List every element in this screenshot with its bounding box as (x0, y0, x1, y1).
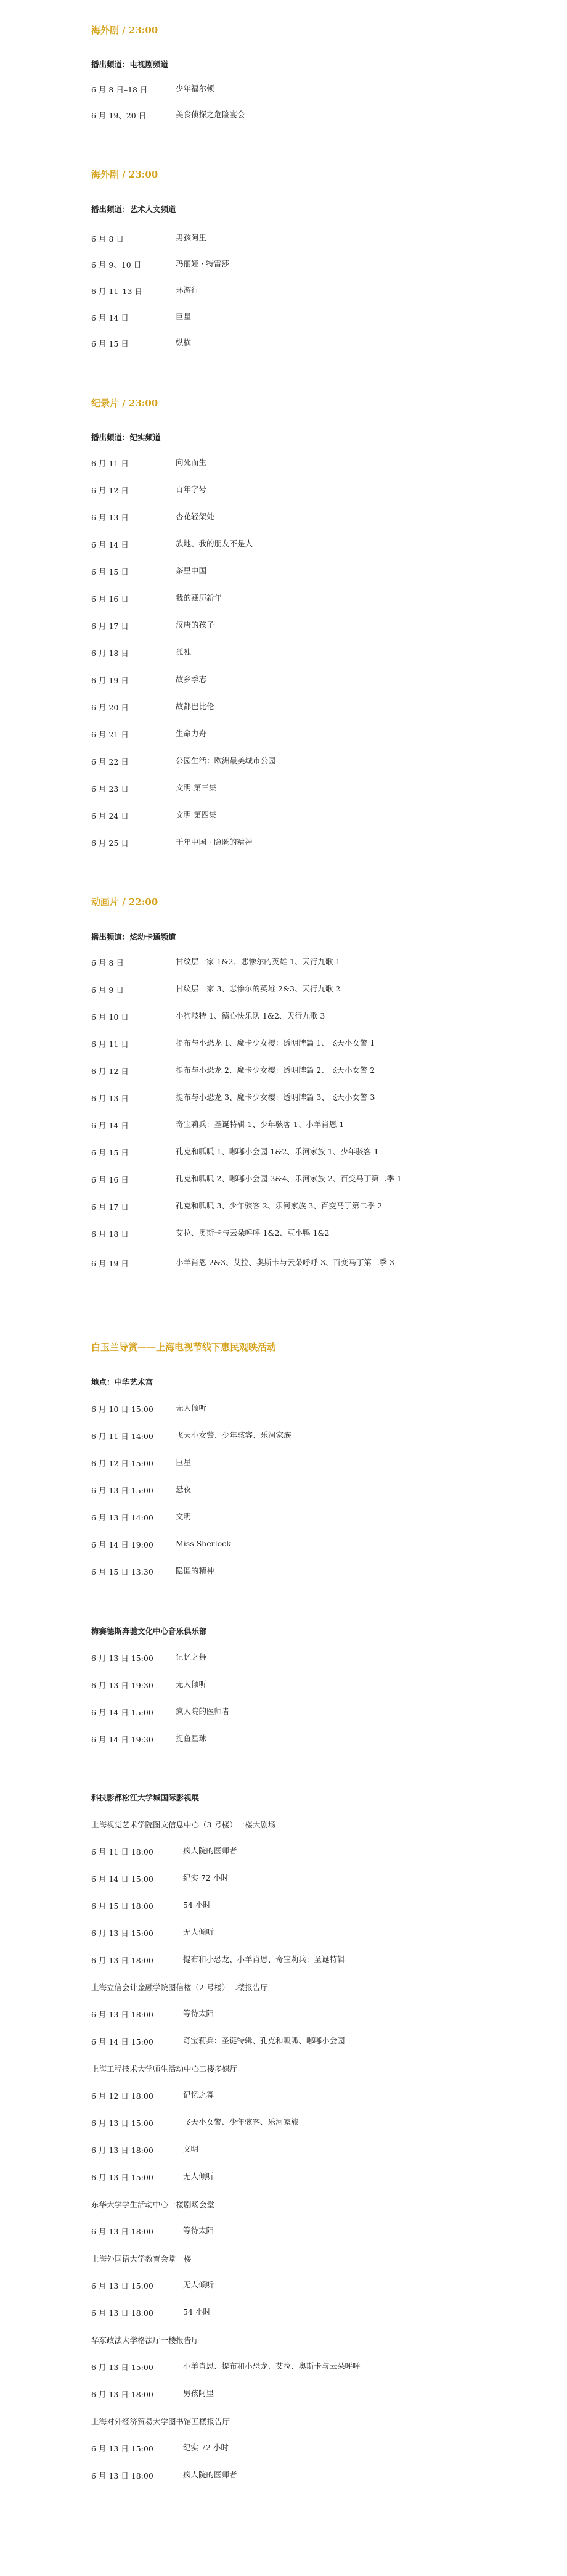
schedule-title: 小羊肖恩 2&3、艾拉、奥斯卡与云朵呼呼 3、百变马丁第二季 3 (176, 1258, 394, 1267)
event-datetime: 6 月 13 日 15:00 (91, 2119, 153, 2128)
schedule-date: 6 月 13 日 (91, 513, 129, 522)
schedule-title: 艾拉、奥斯卡与云朵呼呼 1&2、豆小鸭 1&2 (176, 1228, 330, 1237)
event-title: 疯人院的医师者 (183, 1846, 237, 1855)
schedule-title: 甘纹层一家 3、悲惨尔的英雄 2&3、天行九歌 2 (176, 984, 341, 993)
event-datetime: 6 月 13 日 19:30 (91, 1681, 153, 1690)
schedule-title: 玛丽娅 · 特雷莎 (176, 259, 229, 268)
schedule-date: 6 月 14 日 (91, 1121, 129, 1130)
channel-label: 播出频道：炫动卡通频道 (91, 932, 176, 941)
schedule-date: 6 月 15 日 (91, 567, 129, 576)
event-datetime: 6 月 13 日 18:00 (91, 2227, 153, 2236)
schedule-date: 6 月 11 日 (91, 1040, 129, 1049)
event-title: 无人倾听 (183, 2280, 214, 2289)
channel-label: 播出频道：艺术人文频道 (91, 205, 176, 214)
schedule-title: 文明 第四集 (176, 810, 217, 819)
event-datetime: 6 月 11 日 14:00 (91, 1432, 153, 1441)
schedule-title: 孔克和呱呱 1、嘟嘟小会园 1&2、乐河家族 1、少年骇客 1 (176, 1147, 379, 1156)
event-datetime: 6 月 13 日 15:00 (91, 2363, 153, 2372)
event-datetime: 6 月 14 日 15:00 (91, 1874, 153, 1884)
schedule-date: 6 月 16 日 (91, 594, 129, 604)
event-title: 飞天小女警、少年骇客、乐河家族 (183, 2117, 299, 2127)
event-title: 纪实 72 小时 (183, 2443, 229, 2452)
venue-name: 上海工程技术大学师生活动中心二楼多媒厅 (91, 2064, 238, 2074)
event-title: 等待太阳 (183, 2009, 214, 2018)
schedule-title: 我的藏历新年 (176, 593, 222, 602)
event-title: 巨星 (176, 1458, 192, 1467)
schedule-title: 小狗岐特 1、德心快乐队 1&2、天行九歌 3 (176, 1011, 325, 1020)
venue-name: 东华大学学生活动中心一楼剧场会堂 (91, 2200, 215, 2209)
events-header: 白玉兰导赏——上海电视节线下惠民观映活动 (91, 1342, 277, 1353)
schedule-date: 6 月 9 日 (91, 985, 124, 995)
section-header: 海外剧 / 23:00 (91, 169, 158, 180)
schedule-date: 6 月 10 日 (91, 1012, 129, 1022)
schedule-date: 6 月 9、10 日 (91, 260, 142, 269)
schedule-title: 向死而生 (176, 457, 207, 467)
event-title: 等待太阳 (183, 2226, 214, 2235)
event-title: Miss Sherlock (176, 1539, 231, 1548)
schedule-date: 6 月 18 日 (91, 1229, 129, 1239)
schedule-date: 6 月 17 日 (91, 621, 129, 631)
event-datetime: 6 月 10 日 15:00 (91, 1405, 153, 1414)
venue-name: 梅赛德斯奔驰文化中心音乐俱乐部 (91, 1626, 207, 1636)
schedule-title: 千年中国 · 隐匿的精神 (176, 837, 253, 847)
event-datetime: 6 月 13 日 18:00 (91, 2390, 153, 2399)
schedule-date: 6 月 11–13 日 (91, 287, 142, 296)
event-title: 男孩阿里 (183, 2389, 214, 2398)
schedule-date: 6 月 13 日 (91, 1094, 129, 1103)
channel-label: 播出频道：纪实频道 (91, 433, 161, 442)
event-datetime: 6 月 14 日 19:30 (91, 1735, 153, 1744)
schedule-date: 6 月 12 日 (91, 1067, 129, 1076)
event-datetime: 6 月 13 日 18:00 (91, 2471, 153, 2480)
event-title: 54 小时 (183, 1900, 211, 1909)
schedule-title: 巨星 (176, 312, 192, 321)
event-datetime: 6 月 13 日 15:00 (91, 2444, 153, 2453)
event-title: 纪实 72 小时 (183, 1873, 229, 1882)
event-datetime: 6 月 15 日 13:30 (91, 1567, 153, 1577)
schedule-date: 6 月 8 日 (91, 234, 124, 244)
event-datetime: 6 月 13 日 15:00 (91, 1654, 153, 1663)
event-datetime: 6 月 13 日 15:00 (91, 2281, 153, 2291)
event-datetime: 6 月 13 日 18:00 (91, 2308, 153, 2318)
event-datetime: 6 月 14 日 15:00 (91, 2037, 153, 2046)
schedule-title: 杏花轻架处 (176, 512, 214, 521)
schedule-date: 6 月 19、20 日 (91, 111, 147, 120)
schedule-title: 提布与小恐龙 3、魔卡少女樱：透明牌篇 3、飞天小女警 3 (176, 1093, 375, 1102)
schedule-date: 6 月 8 日 (91, 958, 124, 967)
schedule-date: 6 月 14 日 (91, 313, 129, 322)
schedule-title: 美食侦探之危险宴会 (176, 110, 245, 119)
event-title: 无人倾听 (183, 1927, 214, 1937)
schedule-title: 甘纹层一家 1&2、悲惨尔的英雄 1、天行九歌 1 (176, 957, 341, 966)
event-datetime: 6 月 14 日 15:00 (91, 1708, 153, 1717)
schedule-date: 6 月 14 日 (91, 540, 129, 549)
event-datetime: 6 月 13 日 15:00 (91, 1486, 153, 1495)
venue-name: 上海视觉艺术学院图文信息中心（3 号楼）一楼大剧场 (91, 1820, 276, 1829)
event-title: 疯人院的医师者 (183, 2470, 237, 2479)
event-datetime: 6 月 13 日 18:00 (91, 2010, 153, 2019)
event-title: 隐匿的精神 (176, 1566, 214, 1575)
venue-name: 上海对外经济贸易大学图书馆五楼报告厅 (91, 2417, 230, 2426)
event-title: 奇宝莉兵：圣诞特辑、孔克和呱呱、嘟嘟小会园 (183, 2036, 345, 2045)
schedule-title: 族地、我的朋友不是人 (176, 539, 253, 548)
event-title: 无人倾听 (176, 1403, 207, 1413)
schedule-date: 6 月 25 日 (91, 839, 129, 848)
schedule-date: 6 月 22 日 (91, 757, 129, 766)
event-datetime: 6 月 15 日 18:00 (91, 1901, 153, 1911)
event-datetime: 6 月 13 日 15:00 (91, 1929, 153, 1938)
schedule-title: 环游行 (176, 285, 199, 295)
event-title: 文明 (176, 1512, 192, 1521)
event-datetime: 6 月 13 日 18:00 (91, 1956, 153, 1965)
schedule-title: 孔克和呱呱 3、少年骇客 2、乐河家族 3、百变马丁第二季 2 (176, 1201, 383, 1210)
venue-name: 上海立信会计金融学院图信楼（2 号楼）二楼报告厅 (91, 1983, 268, 1992)
section-header: 海外剧 / 23:00 (91, 25, 158, 36)
section-header: 纪录片 / 23:00 (91, 398, 158, 409)
schedule-title: 茶里中国 (176, 566, 207, 575)
schedule-title: 奇宝莉兵：圣诞特辑 1、少年骇客 1、小羊肖恩 1 (176, 1120, 345, 1129)
schedule-date: 6 月 15 日 (91, 1148, 129, 1157)
venue-name: 华东政法大学格法厅一楼报告厅 (91, 2336, 200, 2345)
schedule-date: 6 月 17 日 (91, 1202, 129, 1212)
schedule-date: 6 月 16 日 (91, 1175, 129, 1184)
schedule-title: 孤独 (176, 647, 192, 657)
event-title: 提布和小恐龙、小羊肖恩、奇宝莉兵：圣诞特辑 (183, 1955, 345, 1964)
schedule-title: 纵横 (176, 338, 192, 347)
event-datetime: 6 月 13 日 14:00 (91, 1513, 153, 1522)
event-title: 无人倾听 (183, 2172, 214, 2181)
event-title: 记忆之舞 (183, 2090, 214, 2099)
schedule-date: 6 月 19 日 (91, 1259, 129, 1268)
event-title: 捉鱼星球 (176, 1734, 207, 1743)
venue-name: 地点：中华艺术宫 (91, 1377, 153, 1387)
schedule-title: 汉唐的孩子 (176, 620, 214, 630)
event-title: 飞天小女警、少年骇客、乐河家族 (176, 1430, 292, 1440)
section-header: 动画片 / 22:00 (91, 896, 158, 908)
schedule-title: 公园生活：欧洲最美城市公园 (176, 756, 276, 765)
event-datetime: 6 月 11 日 18:00 (91, 1847, 153, 1856)
schedule-title: 少年福尔顿 (176, 84, 214, 93)
schedule-date: 6 月 12 日 (91, 486, 129, 495)
venue-name: 上海外国语大学教育会堂一楼 (91, 2254, 192, 2263)
event-title: 54 小时 (183, 2307, 211, 2316)
event-datetime: 6 月 13 日 18:00 (91, 2146, 153, 2155)
schedule-title: 百年字号 (176, 485, 207, 494)
event-title: 小羊肖恩、提布和小恐龙、艾拉、奥斯卡与云朵呼呼 (183, 2361, 361, 2371)
event-datetime: 6 月 12 日 18:00 (91, 2091, 153, 2101)
schedule-title: 孔克和呱呱 2、嘟嘟小会园 3&4、乐河家族 2、百变马丁第二季 1 (176, 1174, 402, 1183)
event-datetime: 6 月 13 日 15:00 (91, 2173, 153, 2182)
schedule-date: 6 月 15 日 (91, 339, 129, 348)
venue-name: 科技影都松江大学城国际影视展 (91, 1793, 200, 1802)
schedule-title: 男孩阿里 (176, 233, 207, 242)
schedule-date: 6 月 18 日 (91, 649, 129, 658)
event-datetime: 6 月 14 日 19:00 (91, 1540, 153, 1549)
schedule-title: 提布与小恐龙 1、魔卡少女樱：透明牌篇 1、飞天小女警 1 (176, 1038, 375, 1048)
event-title: 无人倾听 (176, 1680, 207, 1689)
event-title: 记忆之舞 (176, 1652, 207, 1662)
schedule-date: 6 月 11 日 (91, 459, 129, 468)
schedule-date: 6 月 21 日 (91, 730, 129, 739)
schedule-title: 提布与小恐龙 2、魔卡少女樱：透明牌篇 2、飞天小女警 2 (176, 1065, 375, 1075)
schedule-date: 6 月 8 日–18 日 (91, 85, 148, 94)
schedule-title: 生命力舟 (176, 729, 207, 738)
schedule-title: 故都巴比伦 (176, 702, 214, 711)
channel-label: 播出频道：电视剧频道 (91, 60, 169, 69)
schedule-title: 文明 第三集 (176, 783, 217, 792)
schedule-title: 故乡季志 (176, 675, 207, 684)
schedule-date: 6 月 19 日 (91, 676, 129, 685)
event-title: 疯人院的医师者 (176, 1707, 230, 1716)
event-title: 文明 (183, 2144, 199, 2154)
event-title: 悬夜 (176, 1485, 192, 1494)
event-datetime: 6 月 12 日 15:00 (91, 1459, 153, 1468)
schedule-date: 6 月 20 日 (91, 703, 129, 712)
schedule-date: 6 月 24 日 (91, 811, 129, 821)
schedule-date: 6 月 23 日 (91, 784, 129, 794)
